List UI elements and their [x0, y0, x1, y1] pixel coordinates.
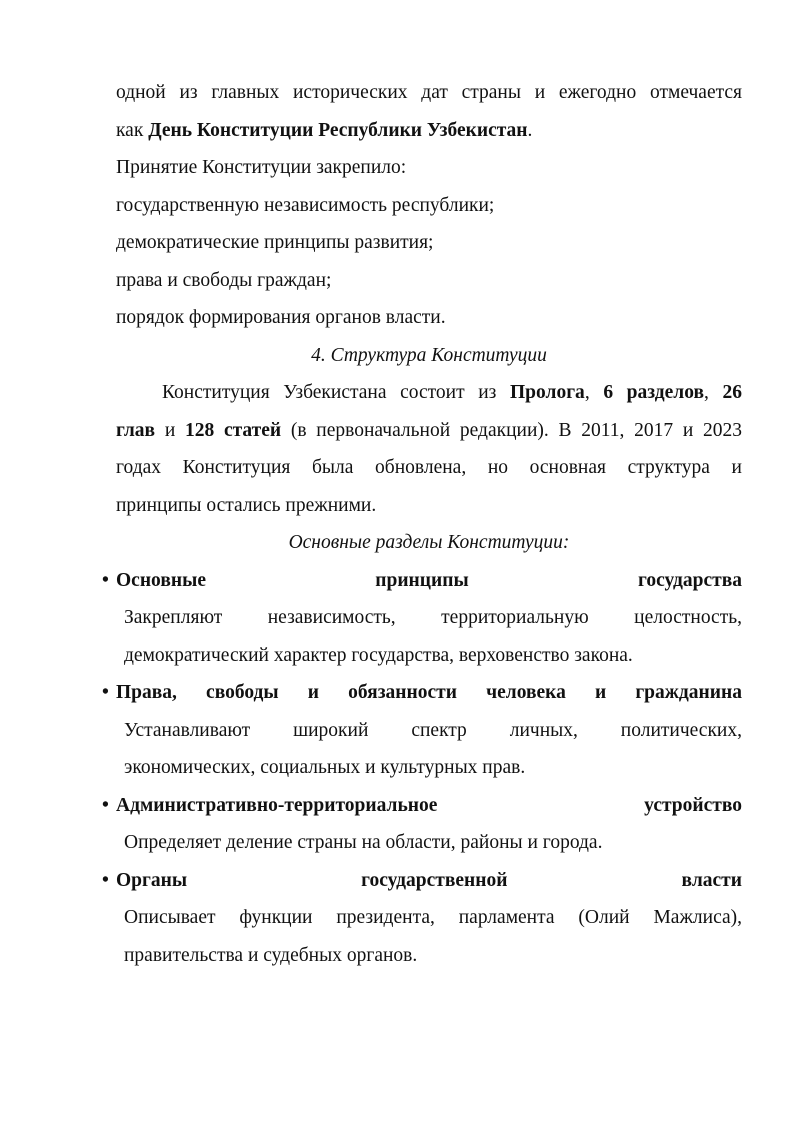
document-page [102, 74, 743, 974]
section-title [102, 562, 742, 600]
section-description [124, 712, 742, 787]
section-description-line: Описывает функции президента, парламента (Олий Мажлиса), [124, 907, 742, 928]
structure-bold: 26 [722, 382, 743, 403]
intro-line-2-suffix: . [527, 119, 533, 141]
structure-text: (в первоначальной редакции). В 2011, 2017 и 2023 [281, 419, 742, 441]
bullet-icon: • [102, 569, 109, 591]
structure-heading: 4. Структура Конституции [311, 344, 547, 366]
section-description-line: правительства и судебных органов. [124, 944, 418, 966]
bullet-icon: • [102, 682, 109, 703]
structure-paragraph-line-1 [116, 374, 742, 412]
section-item [102, 862, 742, 975]
section-description [124, 599, 742, 674]
bullet-icon: • [102, 869, 109, 891]
section-description-line: Закрепляют независимость, территориальную целостность, [124, 607, 742, 628]
intro-line-2 [116, 112, 742, 150]
section-item [102, 562, 742, 675]
structure-bold: Пролога [510, 382, 585, 403]
section-description [124, 899, 742, 974]
adoption-item: государственную независимость республики; [116, 194, 495, 216]
section-item [102, 787, 742, 862]
intro-line-1: одной из главных исторических дат страны и ежегодно отмечается [116, 82, 742, 103]
section-item [102, 674, 742, 787]
section-title [102, 862, 742, 900]
adoption-item: порядок формирования органов власти. [116, 307, 446, 328]
section-title [102, 674, 742, 712]
structure-paragraph-line-3: годах Конституция была обновлена, но основная структура и [116, 457, 742, 478]
structure-text: , [584, 382, 604, 403]
adoption-item: демократические принципы развития; [116, 232, 434, 253]
structure-bold: 6 разделов [603, 382, 705, 403]
sections-heading: Основные разделы Конституции: [288, 532, 570, 553]
adoption-item: права и свободы граждан; [116, 269, 332, 291]
adoption-lead: Принятие Конституции закрепило: [116, 157, 407, 178]
section-description-line: демократический характер государства, верховенство закона. [124, 644, 633, 666]
section-title-text: Основные принципы государства [116, 569, 742, 591]
section-description-line: Определяет деление страны на области, районы и города. [124, 832, 603, 853]
section-title-text: Административно-территориальное устройство [116, 794, 742, 816]
structure-text: Конституция Узбекистана состоит из [162, 382, 510, 403]
section-title-text: Органы государственной власти [116, 869, 742, 891]
structure-paragraph-line-4: принципы остались прежними. [116, 494, 377, 516]
structure-text: , [704, 382, 723, 403]
section-description-line: экономических, социальных и культурных прав. [124, 757, 526, 778]
section-description-line: Устанавливают широкий спектр личных, политических, [124, 719, 742, 741]
section-title-text: Права, свободы и обязанности человека и гражданина [116, 682, 742, 703]
structure-text: и [155, 419, 185, 441]
section-description [124, 824, 742, 862]
structure-bold: 128 статей [184, 419, 282, 441]
section-title [102, 787, 742, 825]
bullet-icon: • [102, 794, 109, 816]
structure-bold: глав [116, 419, 156, 441]
constitution-day-name: День Конституции Республики Узбекистан [148, 119, 528, 141]
intro-line-2-prefix: как [116, 119, 149, 141]
structure-paragraph-line-2 [116, 412, 742, 450]
